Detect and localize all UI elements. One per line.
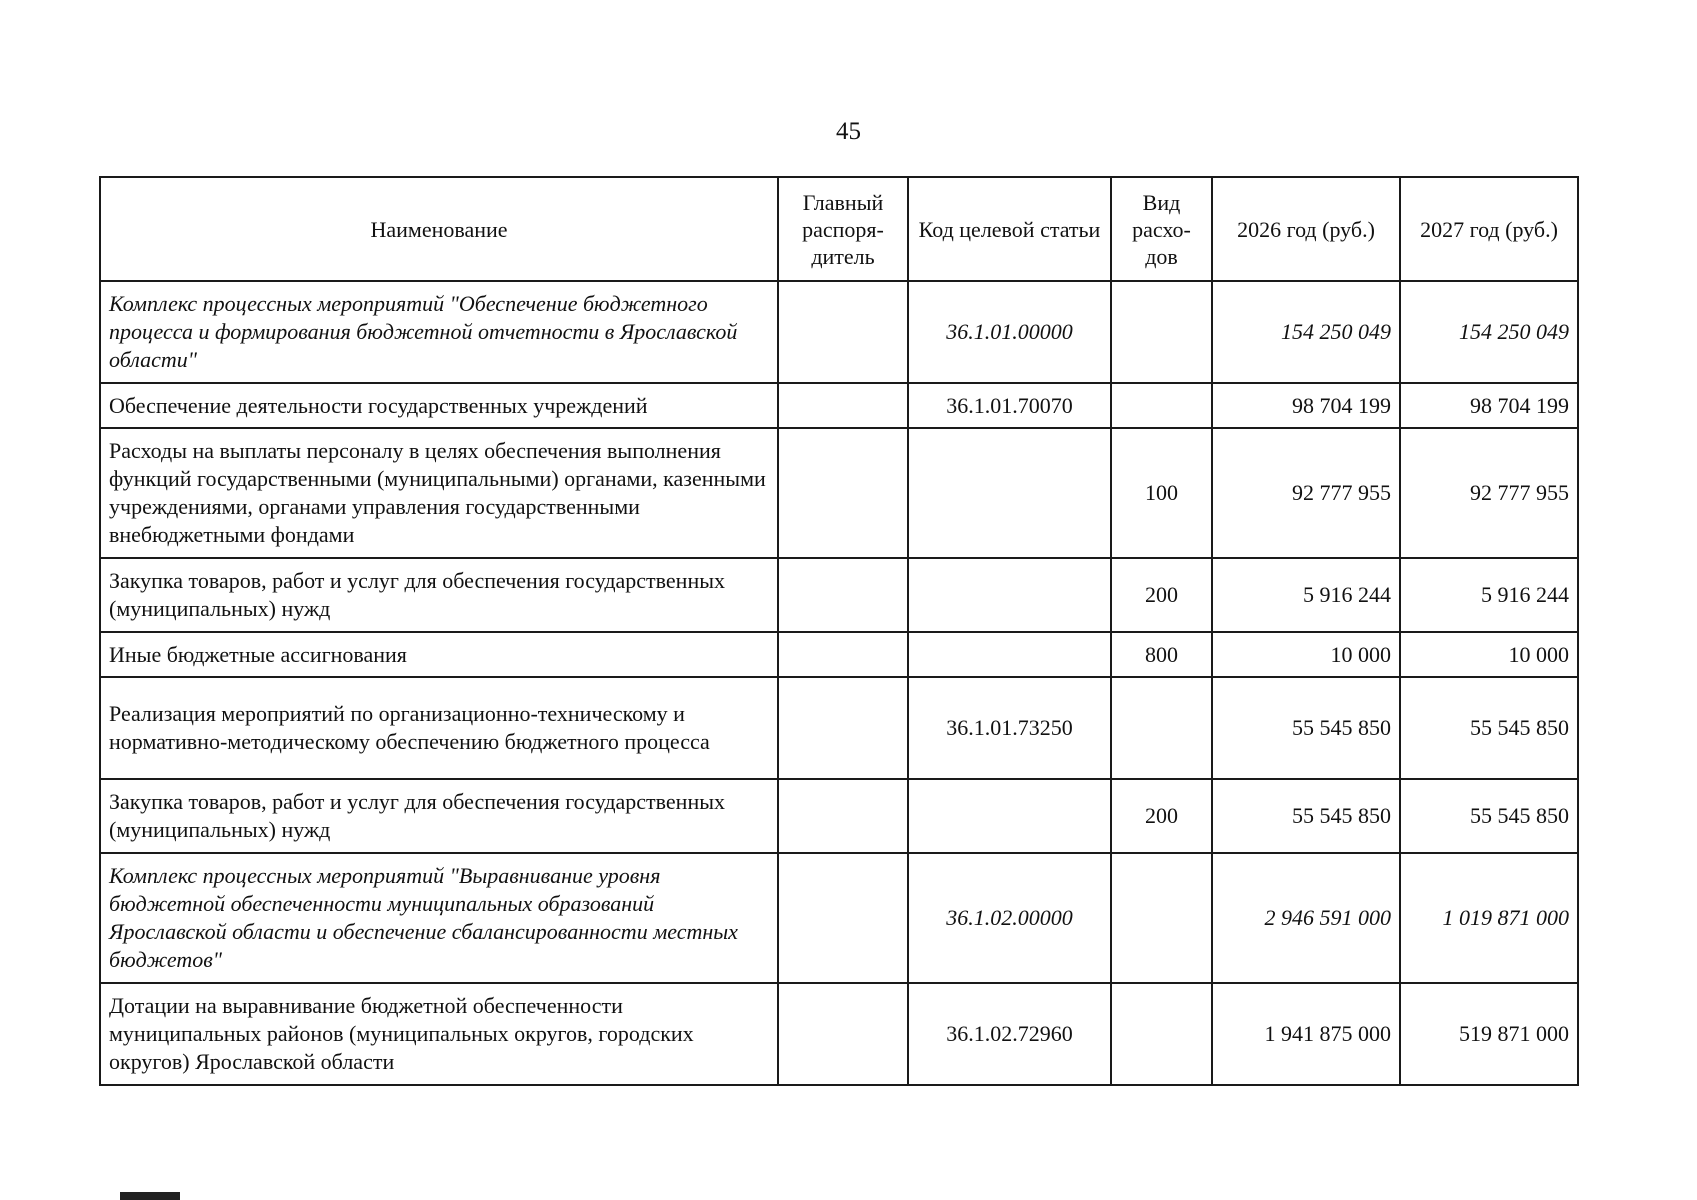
table-row [100,383,1578,428]
row-code [908,428,1111,558]
row-expense-type: 200 [1111,558,1212,632]
row-code [908,779,1111,853]
row-manager [778,983,908,1085]
row-expense-type [1111,281,1212,383]
table-row [100,632,1578,677]
row-name: Реализация мероприятий по организационно-техническому и нормативно-методическому обеспечению бюджетного процесса [100,677,778,779]
row-2026: 5 916 244 [1212,558,1400,632]
row-2026: 2 946 591 000 [1212,853,1400,983]
row-code [908,632,1111,677]
row-2027: 154 250 049 [1400,281,1578,383]
page-number: 45 [836,118,861,145]
row-manager [778,383,908,428]
budget-table [99,176,1579,1086]
row-2027: 519 871 000 [1400,983,1578,1085]
row-manager [778,779,908,853]
row-2026: 98 704 199 [1212,383,1400,428]
row-name: Комплекс процессных мероприятий "Обеспечение бюджетного процесса и формирования бюджетной отчетности в Ярославской области" [100,281,778,383]
row-code: 36.1.01.00000 [908,281,1111,383]
row-name: Иные бюджетные ассигнования [100,632,778,677]
row-code: 36.1.02.72960 [908,983,1111,1085]
row-name: Дотации на выравнивание бюджетной обеспеченности муниципальных районов (муниципальных округов, городских округов) Ярославской области [100,983,778,1085]
header-code: Код целевой статьи [908,177,1111,281]
row-2027: 5 916 244 [1400,558,1578,632]
row-expense-type [1111,383,1212,428]
header-2026: 2026 год (руб.) [1212,177,1400,281]
row-2026: 92 777 955 [1212,428,1400,558]
row-expense-type [1111,853,1212,983]
row-expense-type [1111,983,1212,1085]
row-name: Комплекс процессных мероприятий "Выравнивание уровня бюджетной обеспеченности муниципальных образований Ярославской области и обеспечение сбалансированности местных бюджетов" [100,853,778,983]
row-manager [778,558,908,632]
table-row [100,677,1578,779]
row-manager [778,632,908,677]
row-code: 36.1.02.00000 [908,853,1111,983]
row-name: Закупка товаров, работ и услуг для обеспечения государственных (муниципальных) нужд [100,558,778,632]
row-2027: 1 019 871 000 [1400,853,1578,983]
table-header-row [100,177,1578,281]
row-name: Расходы на выплаты персоналу в целях обеспечения выполнения функций государственными (муниципальными) органами, казенными учреждениями, органами управления государственными внебюджетными фондами [100,428,778,558]
row-2027: 92 777 955 [1400,428,1578,558]
row-expense-type: 100 [1111,428,1212,558]
row-code: 36.1.01.70070 [908,383,1111,428]
header-manager: Главный распоря-дитель [778,177,908,281]
row-2027: 10 000 [1400,632,1578,677]
row-expense-type [1111,677,1212,779]
row-manager [778,677,908,779]
row-2026: 154 250 049 [1212,281,1400,383]
row-2027: 98 704 199 [1400,383,1578,428]
row-name: Обеспечение деятельности государственных учреждений [100,383,778,428]
scan-edge-mark [120,1192,180,1200]
row-2027: 55 545 850 [1400,677,1578,779]
header-2027: 2027 год (руб.) [1400,177,1578,281]
row-2026: 55 545 850 [1212,779,1400,853]
table-row [100,281,1578,383]
header-name: Наименование [100,177,778,281]
row-expense-type: 200 [1111,779,1212,853]
row-manager [778,281,908,383]
row-expense-type: 800 [1111,632,1212,677]
row-code [908,558,1111,632]
table-row [100,779,1578,853]
table-row [100,853,1578,983]
row-2027: 55 545 850 [1400,779,1578,853]
row-code: 36.1.01.73250 [908,677,1111,779]
row-2026: 1 941 875 000 [1212,983,1400,1085]
row-2026: 10 000 [1212,632,1400,677]
row-2026: 55 545 850 [1212,677,1400,779]
table-row [100,983,1578,1085]
table-row [100,428,1578,558]
row-name: Закупка товаров, работ и услуг для обеспечения государственных (муниципальных) нужд [100,779,778,853]
table-row [100,558,1578,632]
row-manager [778,428,908,558]
row-manager [778,853,908,983]
header-expense-type: Вид расхо-дов [1111,177,1212,281]
